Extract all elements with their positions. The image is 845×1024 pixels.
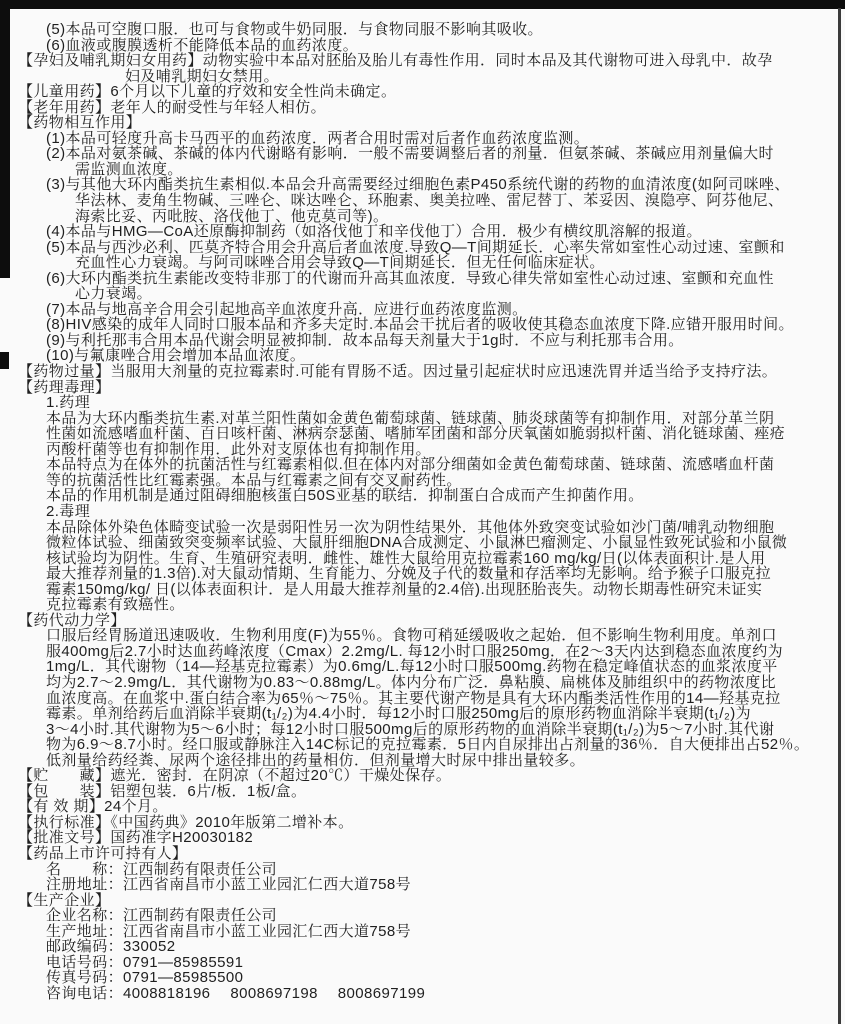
text-line: 【药物相互作用】 (18, 114, 142, 132)
text-line: 【有 效 期】24个月。 (18, 798, 168, 816)
text-line: 霉素150mg/kg/ 日(以体表面积计．是人用最大推荐剂量的2.4倍).出现胚胎丧失。动物长期毒性研究未证实 (46, 580, 763, 598)
text-line: 【贮 藏】遮光．密封．在阴凉（不超过20℃）干燥处保存。 (18, 767, 452, 785)
text-line: (9)与利托那韦合用本品代谢会明显被抑制．故本品每天剂量大于1g时．不应与利托那韦合用。 (46, 331, 684, 349)
text-line: 生产地址：江西省南昌市小蓝工业园汇仁西大道758号 (46, 922, 412, 940)
text-line: 名 称：江西制药有限责任公司 (46, 860, 278, 878)
text-line: 【生产企业】 (18, 891, 111, 909)
text-line: 【老年用药】老年人的耐受性与年轻人相仿。 (18, 98, 327, 116)
text-line: 2.毒理 (46, 502, 91, 520)
text-line: (10)与氟康唑合用会增加本品血浓度。 (46, 347, 306, 365)
text-line: 性菌如流感嗜血杆菌、百日咳杆菌、淋病奈瑟菌、嗜肺军团菌和部分厌氧菌如脆弱拟杆菌、消化链球菌、痤疮 (46, 425, 786, 443)
text-line: (7)本品与地高辛合用会引起地高辛血浓度升高．应进行血药浓度监测。 (46, 300, 528, 318)
text-line: 均为2.7～2.9mg/L．其代谢物为0.83～0.88mg/L。体内分布广泛．鼻粘膜、扁桃体及肺组织中的药物浓度比 (46, 673, 776, 691)
text-line: 企业名称：江西制药有限责任公司 (46, 907, 278, 925)
text-line: 妇及哺乳期妇女禁用。 (125, 67, 280, 85)
text-line: 1mg/L．其代谢物（14—羟基克拉霉素）为0.6mg/L.每12小时口服500mg.药物在稳定峰值状态的血浆浓度平 (46, 658, 778, 676)
text-line: 华法林、麦角生物碱、三唑仑、咪达唑仑、环胞素、奥美拉唑、雷尼替丁、苯妥因、溴隐亭、阿芬他尼、 (75, 192, 784, 210)
text-line: 传真号码：0791—85985500 (46, 969, 244, 987)
text-line: 【包 装】铝塑包装．6片/板．1板/盒。 (18, 782, 307, 800)
text-line: 充血性心力衰竭。与阿司咪唑合用会导致Q—T间期延长．但无任何临床症状。 (75, 254, 605, 272)
text-line: 本品为大环内酯类抗生素.对革兰阳性菌如金黄色葡萄球菌、链球菌、肺炎球菌等有抑制作用．对部分革兰阴 (46, 409, 775, 427)
text-line: 丙酸杆菌等也有抑制作用．此外对支原体也有抑制作用。 (46, 440, 432, 458)
text-line: 【药品上市许可持有人】 (18, 844, 188, 862)
text-line: 邮政编码：330052 (46, 938, 176, 956)
text-line: 咨询电话：4008818196 8008697198 8008697199 (46, 984, 426, 1002)
text-line: (5)本品与西沙必利、匹莫齐特合用会升高后者血浓度.导致Q—T间期延长．心率失常如室性心动过速、室颤和 (46, 238, 785, 256)
text-line: 核试验均为阴性。生育、生殖研究表明．雌性、雄性大鼠给用克拉霉素160 mg/kg/日(以体表面积计.是人用 (46, 549, 766, 567)
text-line: 克拉霉素有致癌性。 (46, 596, 185, 614)
text-line: 本品除体外染色体畸变试验一次是弱阳性另一次为阴性结果外．其他体外致突变试验如沙门菌/哺乳动物细胞 (46, 518, 775, 536)
text-line: (3)与其他大环内酯类抗生素相似.本品会升高需要经过细胞色素P450系统代谢的药物的血清浓度(如阿司咪唑、 (46, 176, 790, 194)
text-line: (4)本品与HMG—CoA还原酶抑制药（如洛伐他丁和辛伐他丁）合用．极少有横纹肌溶解的报道。 (46, 223, 702, 241)
text-line: (1)本品可轻度升高卡马西平的血药浓度．两者合用时需对后者作血药浓度监测。 (46, 129, 590, 147)
text-line: 本品特点为在体外的抗菌活性与红霉素相似.但在体内对部分细菌如金黄色葡萄球菌、链球菌、流感嗜血杆菌 (46, 456, 775, 474)
text-line: 等的抗菌活性比红霉素强。本品与红霉素之间有交叉耐药性。 (46, 471, 462, 489)
text-line: 【药理毒理】 (18, 378, 111, 396)
text-line: 3～4小时.其代谢物为5～6小时；每12小时口服500mg后的原形药物的血消除半衰期(t₁/₂)为5～7小时.其代谢 (46, 720, 775, 738)
scan-border-top (0, 0, 845, 9)
text-line: 1.药理 (46, 394, 91, 412)
text-line: 本品的作用机制是通过阻碍细胞核蛋白50S亚基的联结．抑制蛋白合成而产生抑菌作用。 (46, 487, 644, 505)
document-body (0, 22, 845, 1001)
text-line: 血浓度高。在血浆中.蛋白结合率为65％～75％。其主要代谢产物是具有大环内酯类活性作用的14—羟基克拉 (46, 689, 781, 707)
text-line: 注册地址：江西省南昌市小蓝工业园汇仁西大道758号 (46, 876, 412, 894)
text-line: 海索比妥、丙吡胺、洛伐他丁、他克莫司等)。 (75, 207, 389, 225)
text-line: 【孕妇及哺乳期妇女用药】动物实验中本品对胚胎及胎儿有毒性作用．同时本品及其代谢物可进入母乳中．故孕 (18, 52, 773, 70)
text-line: 低剂量给药经粪、尿两个途径排出的药量相仿．但剂量增大时尿中排出量较多。 (46, 751, 586, 769)
text-line: (8)HIV感染的成年人同时口服本品和齐多夫定时.本品会干扰后者的吸收使其稳态血浓度下降.应错开服用时间。 (46, 316, 794, 334)
text-line: 【儿童用药】6个月以下儿童的疗效和安全性尚未确定。 (18, 83, 397, 101)
text-line: 【药物过量】当服用大剂量的克拉霉素时.可能有胃肠不适。因过量引起症状时应迅速洗胃并适当给予支持疗法。 (18, 363, 778, 381)
text-line: 电话号码：0791—85985591 (46, 953, 244, 971)
text-line: 【执行标准】《中国药典》2010年版第二增补本。 (18, 813, 354, 831)
text-line: 霉素。单剂给药后血消除半衰期(t₁/₂)为4.4小时．每12小时口服250mg后的原形药物血消除半衰期(t₁/₂)为 (46, 705, 752, 723)
text-line: 微粒体试验、细菌致突变频率试验、大鼠肝细胞DNA合成测定、小鼠淋巴瘤测定、小鼠显性致死试验和小鼠微 (46, 534, 788, 552)
text-line: 需监测血浓度。 (75, 160, 183, 178)
text-line: (2)本品对氨茶碱、茶碱的体内代谢略有影响．一般不需要调整后者的剂量．但氨茶碱、茶碱应用剂量偏大时 (46, 145, 774, 163)
text-line: 物为6.9～8.7小时。经口服或静脉注入14C标记的克拉霉素．5日内自尿排出占剂量的36％．自大便排出占52％。 (46, 736, 810, 754)
text-line: (6)血液或腹膜透析不能降低本品的血药浓度。 (46, 36, 359, 54)
text-line: (6)大环内酯类抗生素能改变特非那丁的代谢而升高其血浓度．导致心律失常如室性心动过速、室颤和充血性 (46, 269, 774, 287)
text-line: 【药代动力学】 (18, 611, 126, 629)
text-line: 口服后经胃肠道迅速吸收．生物利用度(F)为55％。食物可稍延缓吸收之起始．但不影响生物利用度。单剂口 (46, 627, 777, 645)
text-line: 服400mg后2.7小时达血药峰浓度（Cmax）2.2mg/L. 每12小时口服250mg．在2～3天内达到稳态血浓度约为 (46, 642, 784, 660)
text-line: 心力衰竭。 (75, 285, 153, 303)
text-line: 【批准文号】国药准字H20030182 (18, 829, 254, 847)
text-line: 最大推荐剂量的1.3倍).对大鼠动情期、生育能力、分娩及子代的数量和存活率均无影响。给予猴子口服克拉 (46, 565, 772, 583)
text-line: (5)本品可空腹口服．也可与食物或牛奶同服．与食物同服不影响其吸收。 (46, 21, 543, 38)
